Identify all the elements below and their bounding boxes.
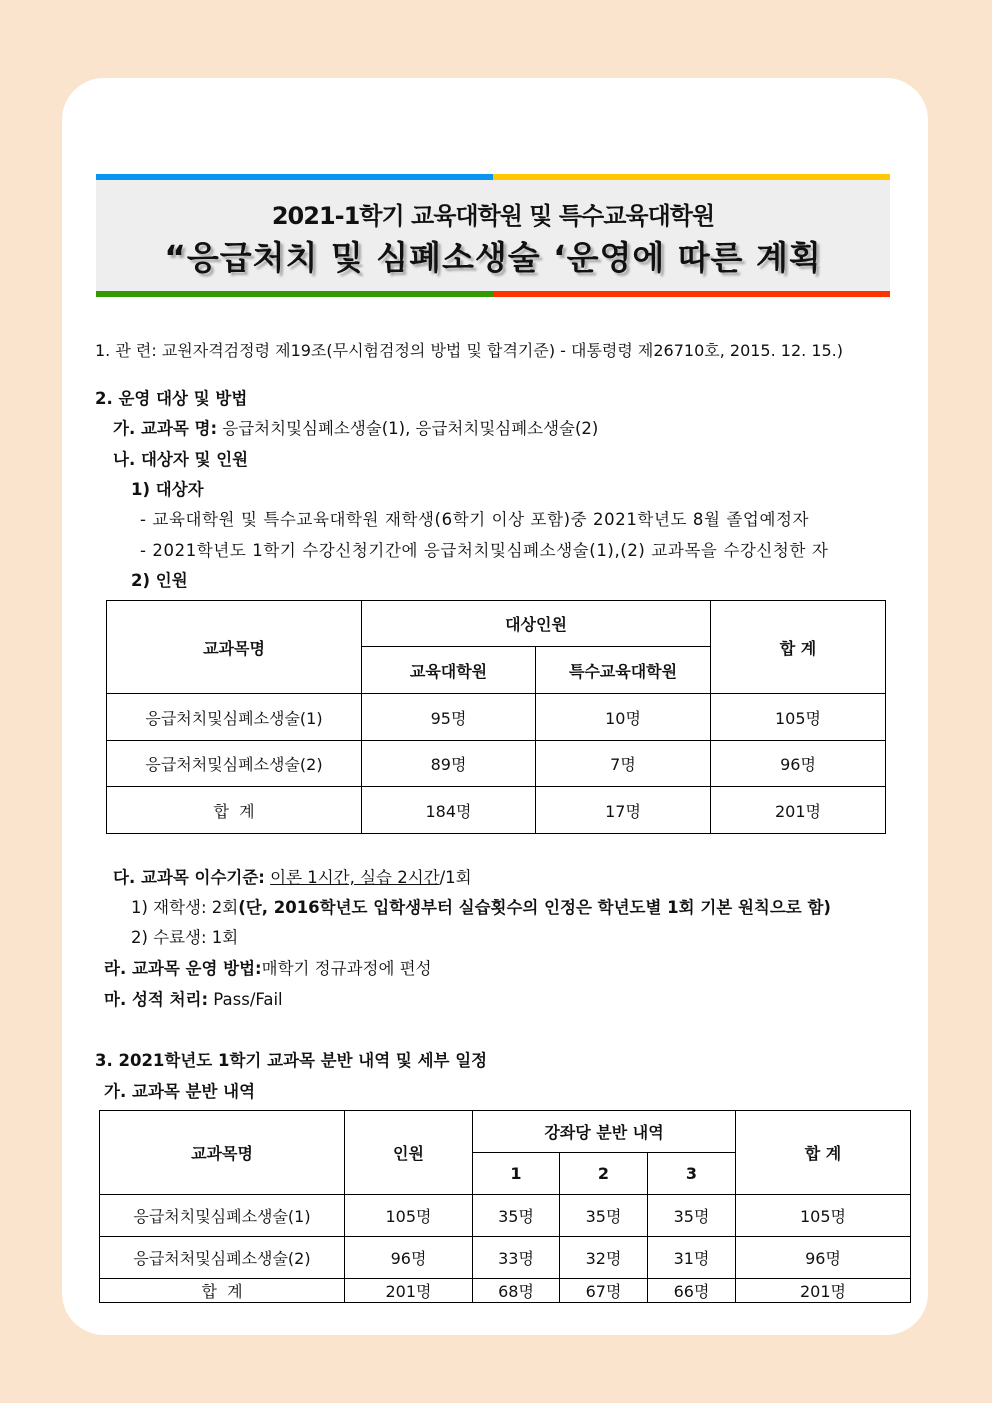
table-row — [107, 741, 886, 787]
ga-label: 가. 교과목 명: — [113, 419, 218, 438]
cell: 105명 — [711, 694, 886, 741]
cell: 합 계 — [107, 787, 362, 834]
cell: 응급처처및심폐소생술(2) — [107, 741, 362, 787]
cell: 35명 — [648, 1195, 736, 1237]
table-row — [100, 1237, 911, 1279]
cell: 96명 — [736, 1237, 911, 1279]
header-people: 인원 — [345, 1111, 473, 1195]
section2-ma — [104, 990, 283, 1010]
header-3: 3 — [648, 1153, 736, 1195]
cell: 35명 — [473, 1195, 560, 1237]
section2-ra — [104, 959, 432, 979]
cell: 응급처처및심폐소생술(2) — [100, 1237, 345, 1279]
da1-b: (단, 2016학년도 입학생부터 실습횟수의 인정은 학년도별 1회 기본 원칙으로 함) — [238, 898, 831, 917]
header-target: 대상인원 — [362, 601, 711, 647]
section1-label: 1. 관 련: — [95, 341, 157, 360]
cell: 32명 — [560, 1237, 648, 1279]
cell: 31명 — [648, 1237, 736, 1279]
cell: 95명 — [362, 694, 536, 741]
cell: 67명 — [560, 1279, 648, 1303]
cell: 96명 — [345, 1237, 473, 1279]
cell: 응급처치및심폐소생술(1) — [107, 694, 362, 741]
cell: 201명 — [345, 1279, 473, 1303]
section3-ga: 가. 교과목 분반 내역 — [104, 1082, 256, 1101]
target-item: - 교육대학원 및 특수교육대학원 재학생(6학기 이상 포함)중 2021학년도 8월 졸업예정자 — [140, 510, 810, 529]
cell: 합 계 — [100, 1279, 345, 1303]
cell: 184명 — [362, 787, 536, 834]
ma-text: Pass/Fail — [208, 990, 283, 1009]
section1 — [95, 341, 843, 361]
cell: 33명 — [473, 1237, 560, 1279]
ra-label: 라. 교과목 운영 방법: — [104, 959, 262, 978]
da-rest: /1회 — [439, 868, 472, 887]
table-row — [100, 1195, 911, 1237]
header-total: 합 계 — [736, 1111, 911, 1195]
cell: 105명 — [736, 1195, 911, 1237]
header-1: 1 — [473, 1153, 560, 1195]
cell: 68명 — [473, 1279, 560, 1303]
class-split-table — [99, 1110, 911, 1303]
section2-na: 나. 대상자 및 인원 — [113, 450, 249, 469]
title-banner — [96, 174, 890, 297]
section2-da — [113, 868, 472, 888]
cell: 7명 — [536, 741, 711, 787]
cell: 10명 — [536, 694, 711, 741]
section2-da2: 2) 수료생: 1회 — [131, 928, 239, 947]
header-edu: 교육대학원 — [362, 647, 536, 694]
cell: 201명 — [736, 1279, 911, 1303]
da-underlined: 이론 1시간, 실습 2시간 — [270, 868, 440, 887]
header-2: 2 — [560, 1153, 648, 1195]
ga-text: 응급처치및심폐소생술(1), 응급처치및심폐소생술(2) — [217, 419, 599, 438]
section3-heading: 3. 2021학년도 1학기 교과목 분반 내역 및 세부 일정 — [95, 1051, 488, 1070]
bar-bottom-right — [493, 291, 890, 297]
table-row — [107, 694, 886, 741]
header-course: 교과목명 — [100, 1111, 345, 1195]
bar-top-right — [493, 174, 890, 180]
section2-ga — [113, 419, 598, 439]
section2-da1 — [131, 898, 831, 918]
section2-na2: 2) 인원 — [131, 571, 188, 590]
section2-na1: 1) 대상자 — [131, 480, 204, 499]
header-special: 특수교육대학원 — [536, 647, 711, 694]
header-split: 강좌당 분반 내역 — [473, 1111, 736, 1153]
cell: 89명 — [362, 741, 536, 787]
enrollment-table — [106, 600, 886, 834]
da-label: 다. 교과목 이수기준: — [113, 868, 265, 887]
header-total: 합 계 — [711, 601, 886, 694]
bar-bottom-left — [96, 291, 493, 297]
cell: 201명 — [711, 787, 886, 834]
cell: 105명 — [345, 1195, 473, 1237]
title-line2: “응급처치 및 심폐소생술 ‘운영에 따른 계획 — [164, 238, 822, 277]
ma-label: 마. 성적 처리: — [104, 990, 209, 1009]
target-item: - 2021학년도 1학기 수강신청기간에 응급처치및심폐소생술(1),(2) 교과목을 수강신청한 자 — [140, 541, 829, 560]
da1-a: 1) 재학생: 2회 — [131, 898, 239, 917]
cell: 35명 — [560, 1195, 648, 1237]
cell: 17명 — [536, 787, 711, 834]
table-row-total — [100, 1279, 911, 1303]
header-course: 교과목명 — [107, 601, 362, 694]
title-line1: 2021-1학기 교육대학원 및 특수교육대학원 — [271, 202, 715, 230]
cell: 96명 — [711, 741, 886, 787]
cell: 응급처치및심폐소생술(1) — [100, 1195, 345, 1237]
ra-text: 매학기 정규과정에 편성 — [261, 959, 432, 978]
cell: 66명 — [648, 1279, 736, 1303]
bar-top-left — [96, 174, 493, 180]
section1-text: 교원자격검정령 제19조(무시험검정의 방법 및 합격기준) - 대통령령 제26710호, 2015. 12. 15.) — [156, 341, 844, 360]
table-row-total — [107, 787, 886, 834]
section2-heading: 2. 운영 대상 및 방법 — [95, 389, 248, 408]
